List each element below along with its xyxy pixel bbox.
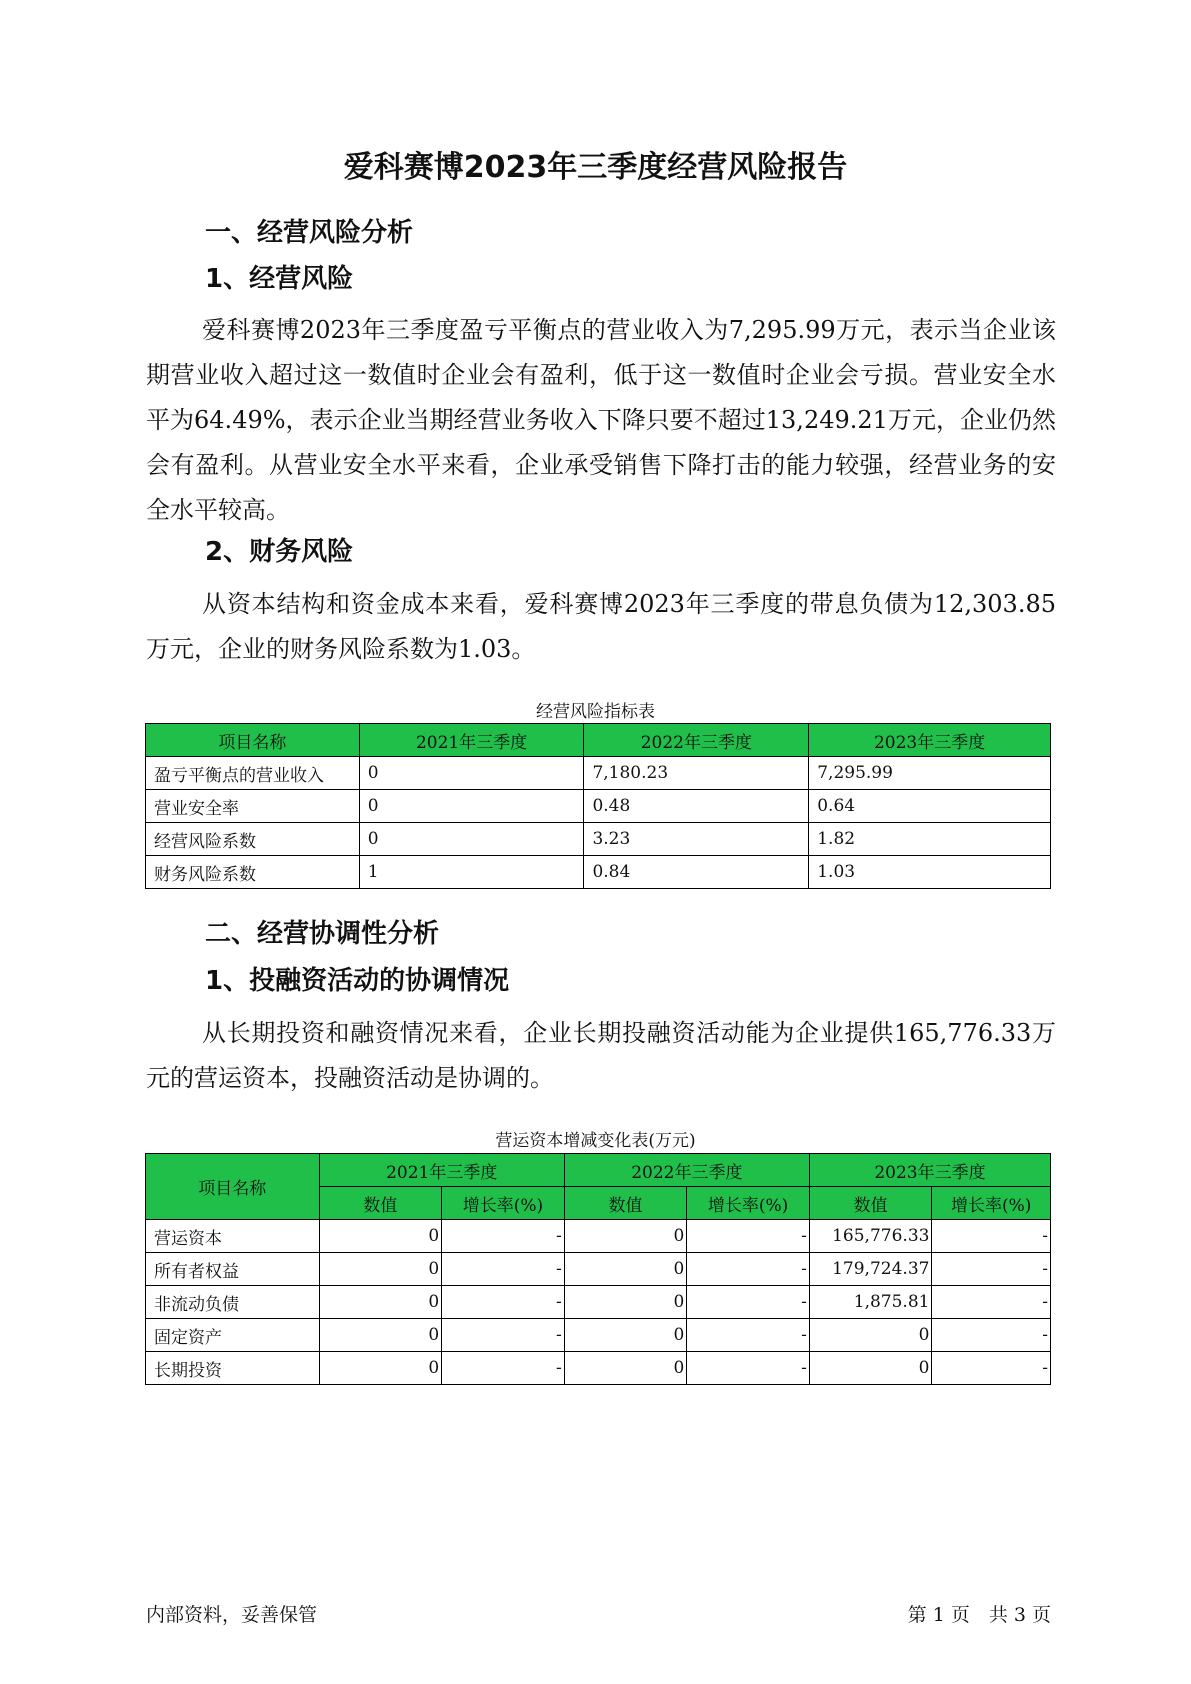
table-header-cell: 项目名称 (146, 724, 360, 757)
footer-confidential-note: 内部资料，妥善保管 (146, 1604, 318, 1626)
section2-sub1-paragraph: 从长期投资和融资情况来看，企业长期投融资活动能为企业提供165,776.33万元的营运资本，投融资活动是协调的。 (146, 1019, 1056, 1092)
table-cell: - (442, 1253, 565, 1286)
table-row (146, 1319, 1051, 1352)
section1-sub1-heading: 1、经营风险 (205, 264, 354, 294)
table-row (146, 1286, 1051, 1319)
table-cell: 0 (319, 1352, 442, 1385)
table-cell: 0 (359, 790, 584, 823)
working-capital-table (145, 1153, 1051, 1385)
table-cell: 0 (564, 1253, 687, 1286)
document-title: 爱科赛博2023年三季度经营风险报告 (343, 150, 848, 185)
table-cell: 营业安全率 (146, 790, 360, 823)
table-header-cell: 2021年三季度 (359, 724, 584, 757)
table-cell: 所有者权益 (146, 1253, 320, 1286)
table-cell: 0 (359, 823, 584, 856)
table-cell: 盈亏平衡点的营业收入 (146, 757, 360, 790)
table-cell: 7,295.99 (809, 757, 1051, 790)
table-cell: - (932, 1352, 1051, 1385)
table-header-cell: 2021年三季度 (319, 1154, 564, 1187)
table-row (146, 856, 1051, 889)
table-cell: - (687, 1253, 810, 1286)
table-cell: - (442, 1319, 565, 1352)
table-cell: 179,724.37 (809, 1253, 932, 1286)
table-cell: 0 (319, 1253, 442, 1286)
table-header-cell: 数值 (809, 1187, 932, 1220)
table-cell: - (932, 1286, 1051, 1319)
table-header-cell: 增长率(%) (442, 1187, 565, 1220)
table-cell: 0 (359, 757, 584, 790)
table-cell: 经营风险系数 (146, 823, 360, 856)
table-cell: 0 (564, 1319, 687, 1352)
table-cell: 0.84 (584, 856, 809, 889)
table-cell: 0 (564, 1352, 687, 1385)
table-cell: 0 (319, 1220, 442, 1253)
table-cell: - (442, 1220, 565, 1253)
table-cell: - (687, 1220, 810, 1253)
table-row (146, 1220, 1051, 1253)
footer-page-number: 第 1 页 共 3 页 (907, 1604, 1051, 1626)
table-cell: - (932, 1220, 1051, 1253)
table-cell: 0.64 (809, 790, 1051, 823)
table-header-cell: 2022年三季度 (584, 724, 809, 757)
table-header-row (146, 724, 1051, 757)
section1-heading: 一、经营风险分析 (205, 218, 414, 248)
table-cell: 1 (359, 856, 584, 889)
table-header-cell: 项目名称 (146, 1154, 320, 1220)
table-row (146, 823, 1051, 856)
table-cell: 长期投资 (146, 1352, 320, 1385)
table-header-cell: 2023年三季度 (809, 1154, 1050, 1187)
table-cell: 0 (564, 1286, 687, 1319)
table-header-cell: 数值 (319, 1187, 442, 1220)
table-cell: - (687, 1286, 810, 1319)
section2-sub1-heading: 1、投融资活动的协调情况 (205, 966, 510, 996)
working-capital-table-caption: 营运资本增减变化表(万元) (495, 1131, 696, 1151)
table-row (146, 790, 1051, 823)
section2-heading: 二、经营协调性分析 (205, 919, 440, 949)
table-row (146, 1253, 1051, 1286)
table-cell: 0 (319, 1286, 442, 1319)
table-cell: 0 (564, 1220, 687, 1253)
risk-table-caption: 经营风险指标表 (536, 702, 655, 722)
table-row (146, 757, 1051, 790)
table-cell: 165,776.33 (809, 1220, 932, 1253)
table-header-cell: 数值 (564, 1187, 687, 1220)
table-cell: 1.03 (809, 856, 1051, 889)
table-header-cell: 增长率(%) (687, 1187, 810, 1220)
table-cell: - (932, 1253, 1051, 1286)
table-cell: - (687, 1352, 810, 1385)
table-header-cell: 2023年三季度 (809, 724, 1051, 757)
table-cell: - (442, 1286, 565, 1319)
table-cell: 0 (319, 1319, 442, 1352)
table-cell: 非流动负债 (146, 1286, 320, 1319)
table-cell: 3.23 (584, 823, 809, 856)
table-cell: - (687, 1319, 810, 1352)
table-cell: 0.48 (584, 790, 809, 823)
table-cell: - (442, 1352, 565, 1385)
table-cell: 1.82 (809, 823, 1051, 856)
table-cell: 0 (809, 1352, 932, 1385)
table-row (146, 1352, 1051, 1385)
section1-sub2-paragraph: 从资本结构和资金成本来看，爱科赛博2023年三季度的带息负债为12,303.85万元，企业的财务风险系数为1.03。 (146, 590, 1056, 663)
table-cell: - (932, 1319, 1051, 1352)
table-header-cell: 增长率(%) (932, 1187, 1051, 1220)
table-cell: 财务风险系数 (146, 856, 360, 889)
section1-sub1-paragraph: 爱科赛博2023年三季度盈亏平衡点的营业收入为7,295.99万元，表示当企业该期营业收入超过这一数值时企业会有盈利，低于这一数值时企业会亏损。营业安全水平为64.49%，表示企业当期经营业务收入下降只要不超过13,249.21万元，企业仍然会有盈利。从营业安全水平来看，企业承受销售下降打击的能力较强，经营业务的安全水平较高。 (146, 316, 1056, 524)
table-cell: 0 (809, 1319, 932, 1352)
table-cell: 营运资本 (146, 1220, 320, 1253)
table-cell: 1,875.81 (809, 1286, 932, 1319)
table-header-row (146, 1154, 1051, 1187)
risk-indicator-table (145, 723, 1051, 889)
section1-sub2-heading: 2、财务风险 (205, 537, 354, 567)
table-cell: 固定资产 (146, 1319, 320, 1352)
table-header-cell: 2022年三季度 (564, 1154, 809, 1187)
table-cell: 7,180.23 (584, 757, 809, 790)
